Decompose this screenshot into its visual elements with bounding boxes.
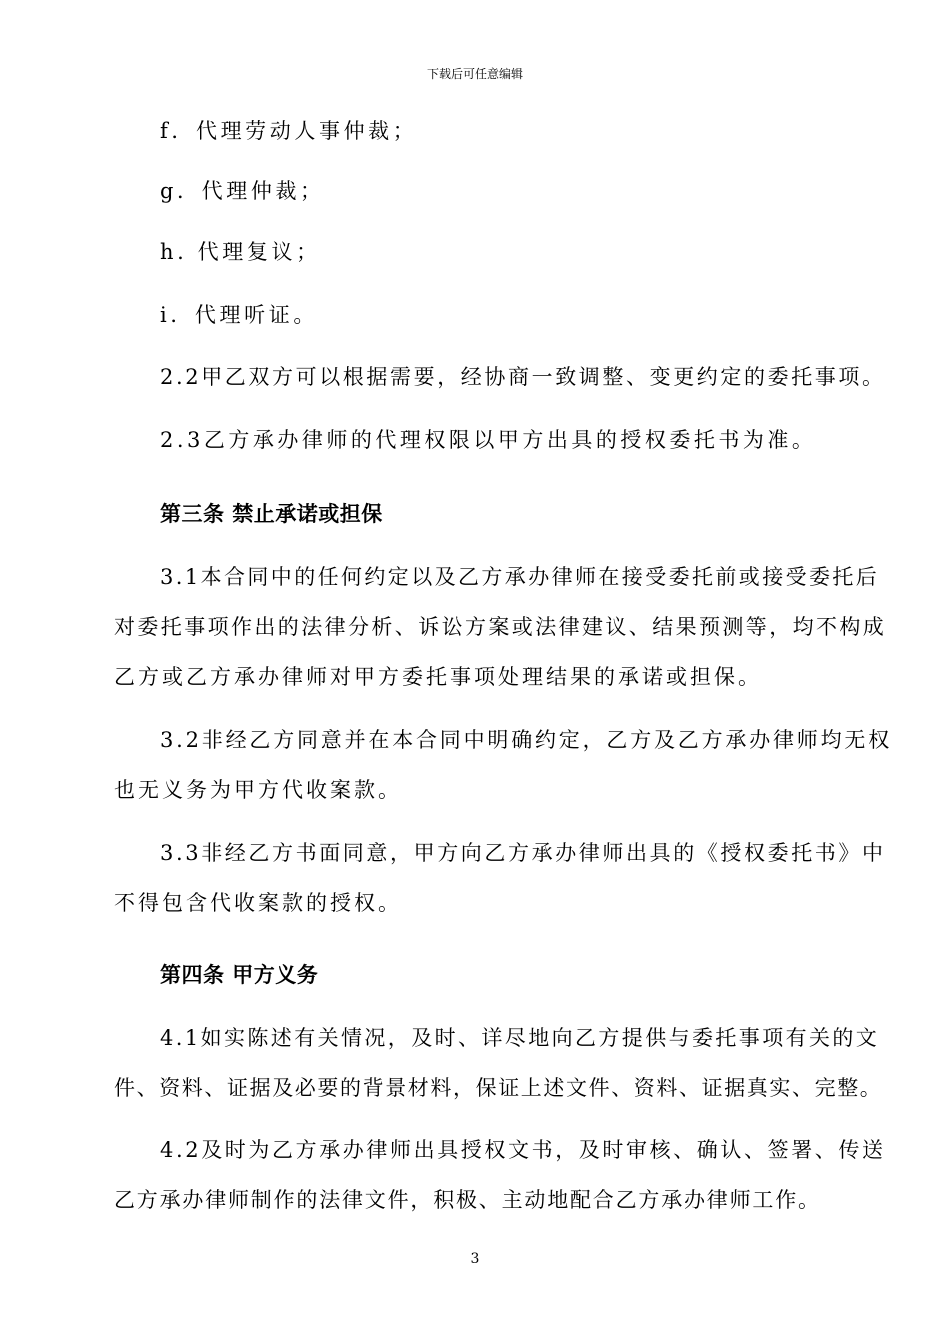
clause-3-1-line-1: 3.1本合同中的任何约定以及乙方承办律师在接受委托前或接受委托后 [160,565,880,589]
clause-3-3-line-2: 不得包含代收案款的授权。 [114,891,402,915]
clause-4-1-line-2: 件、资料、证据及必要的背景材料，保证上述文件、资料、证据真实、完整。 [114,1076,883,1100]
clause-4-1-line-1: 4.1如实陈述有关情况，及时、详尽地向乙方提供与委托事项有关的文 [160,1026,880,1050]
clause-3-1-line-2: 对委托事项作出的法律分析、诉讼方案或法律建议、结果预测等，均不构成 [114,615,887,639]
clause-3-2-line-1: 3.2非经乙方同意并在本合同中明确约定，乙方及乙方承办律师均无权 [160,728,892,752]
page-number: 3 [470,1251,480,1267]
clause-item-h: h. 代理复议； [160,240,321,264]
article-3-heading: 第三条 禁止承诺或担保 [160,501,383,526]
clause-item-f: f．代理劳动人事仲裁； [160,119,418,143]
clause-item-i: i．代理听证。 [160,303,318,327]
clause-3-2-line-2: 也无义务为甲方代收案款。 [114,778,402,802]
clause-item-g: g．代理仲裁； [160,179,325,203]
page-header: 下载后可任意编辑 [426,67,523,81]
clause-2-3: 2.3乙方承办律师的代理权限以甲方出具的授权委托书为准。 [160,428,817,452]
clause-3-3-line-1: 3.3非经乙方书面同意，甲方向乙方承办律师出具的《授权委托书》中 [160,841,886,865]
clause-3-1-line-3: 乙方或乙方承办律师对甲方委托事项处理结果的承诺或担保。 [114,665,762,689]
clause-2-2: 2.2甲乙双方可以根据需要，经协商一致调整、变更约定的委托事项。 [160,365,886,389]
article-4-heading: 第四条 甲方义务 [160,962,319,987]
header-rule [112,86,862,87]
clause-4-2-line-2: 乙方承办律师制作的法律文件，积极、主动地配合乙方承办律师工作。 [114,1188,821,1212]
clause-4-2-line-1: 4.2及时为乙方承办律师出具授权文书，及时审核、确认、签署、传送 [160,1138,886,1162]
